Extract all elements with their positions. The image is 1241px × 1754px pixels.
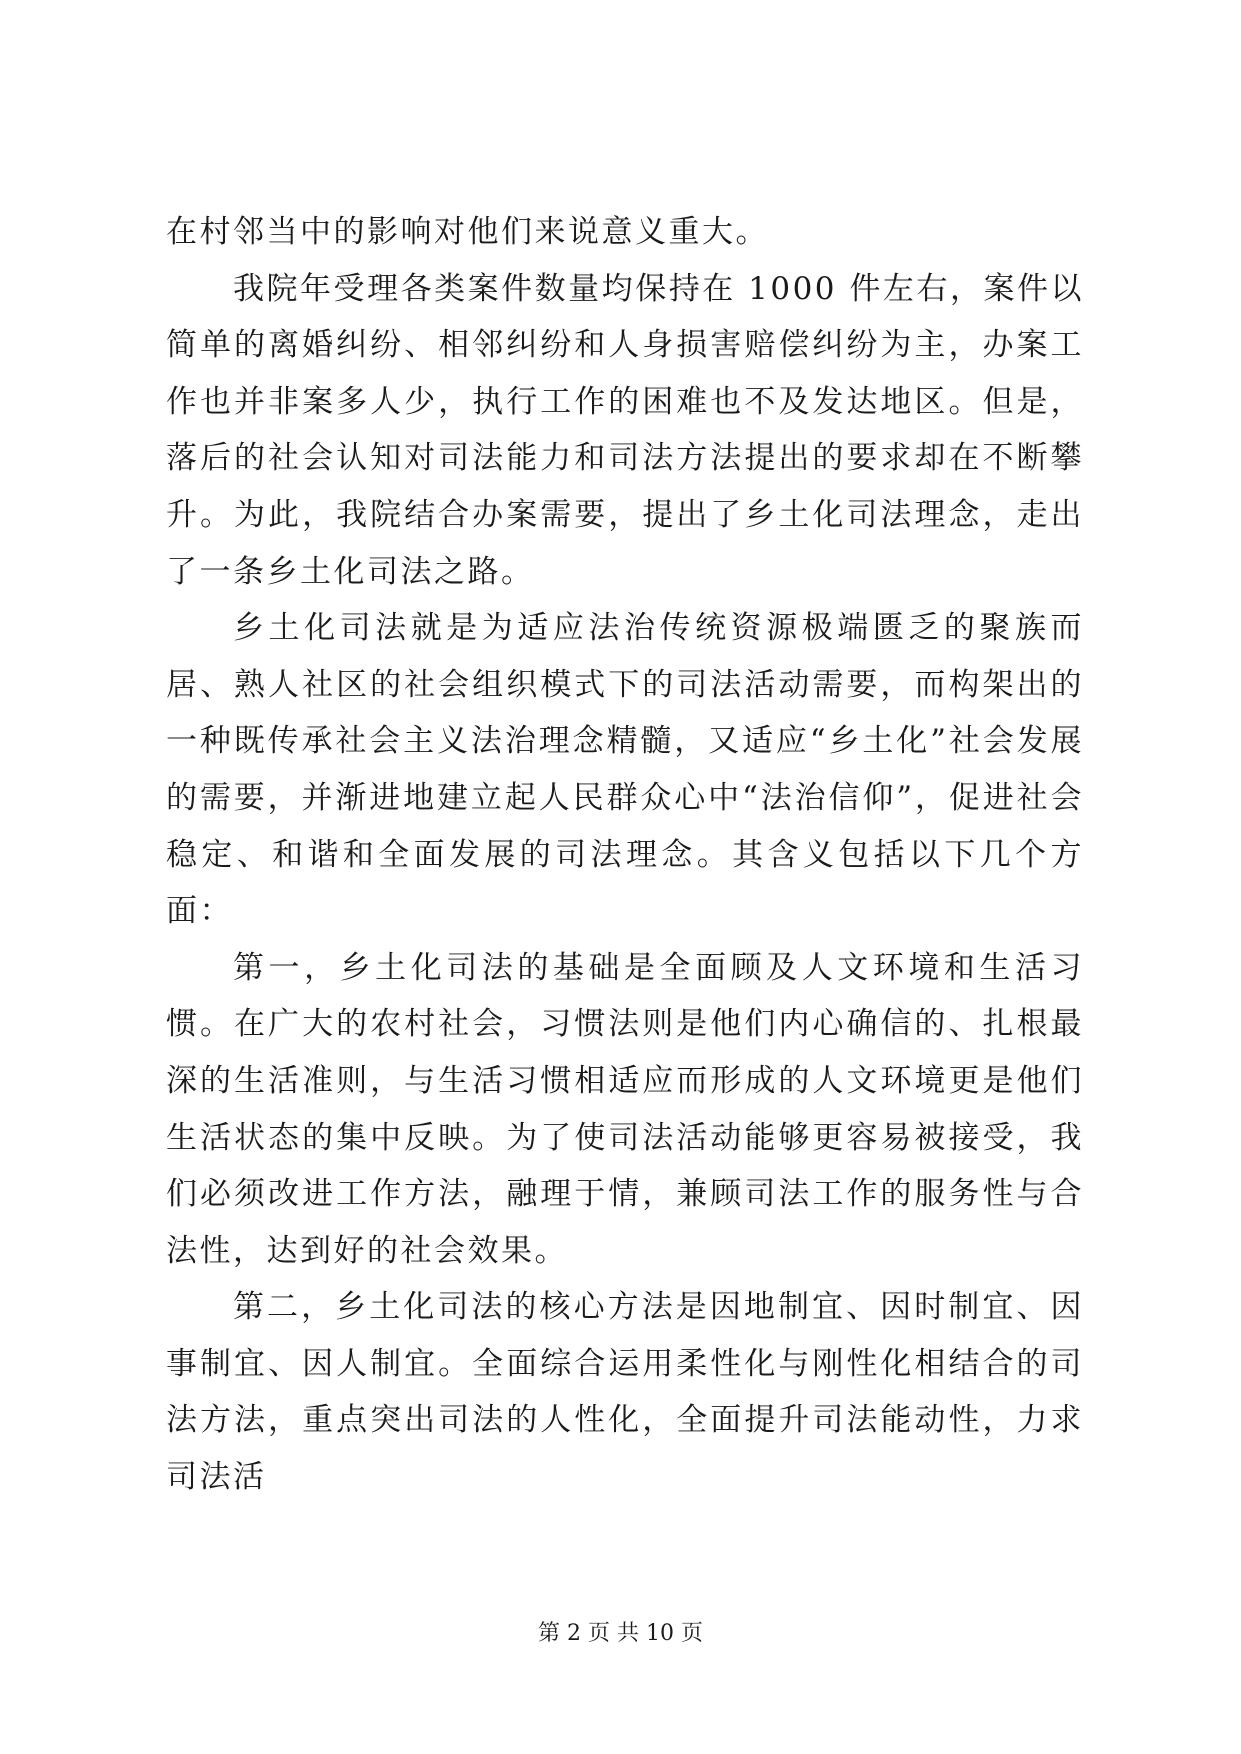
paragraph-1: 在村邻当中的影响对他们来说意义重大。 [166, 214, 769, 250]
page-footer: 第 2 页 共 10 页 [538, 1621, 703, 1646]
paragraph-5: 第二，乡土化司法的核心方法是因地制宜、因时制宜、因事制宜、因人制宜。全面综合运用柔性化与刚性化相结合的司法方法，重点突出司法的人性化，全面提升司法能动性，力求司法活 [166, 1289, 1084, 1496]
paragraph-2: 我院年受理各类案件数量均保持在 1000 件左右，案件以简单的离婚纠纷、相邻纠纷和人身损害赔偿纠纷为主，办案工作也并非案多人少，执行工作的困难也不及发达地区。但是，落后的社会认知对司法能力和司法方法提出的要求却在不断攀升。为此，我院结合办案需要，提出了乡土化司法理念，走出了一条乡土化司法之路。 [166, 270, 1084, 590]
paragraph-3: 乡土化司法就是为适应法治传统资源极端匮乏的聚族而居、熟人社区的社会组织模式下的司法活动需要，而构架出的一种既传承社会主义法治理念精髓，又适应“乡土化”社会发展的需要，并渐进地建立起人民群众心中“法治信仰”，促进社会稳定、和谐和全面发展的司法理念。其含义包括以下几个方面： [166, 610, 1084, 930]
document-body [166, 204, 1084, 1506]
paragraph-4: 第一，乡土化司法的基础是全面顾及人文环境和生活习惯。在广大的农村社会，习惯法则是他们内心确信的、扎根最深的生活准则，与生活习惯相适应而形成的人文环境更是他们生活状态的集中反映。为了使司法活动能够更容易被接受，我们必须改进工作方法，融理于情，兼顾司法工作的服务性与合法性，达到好的社会效果。 [166, 949, 1084, 1269]
